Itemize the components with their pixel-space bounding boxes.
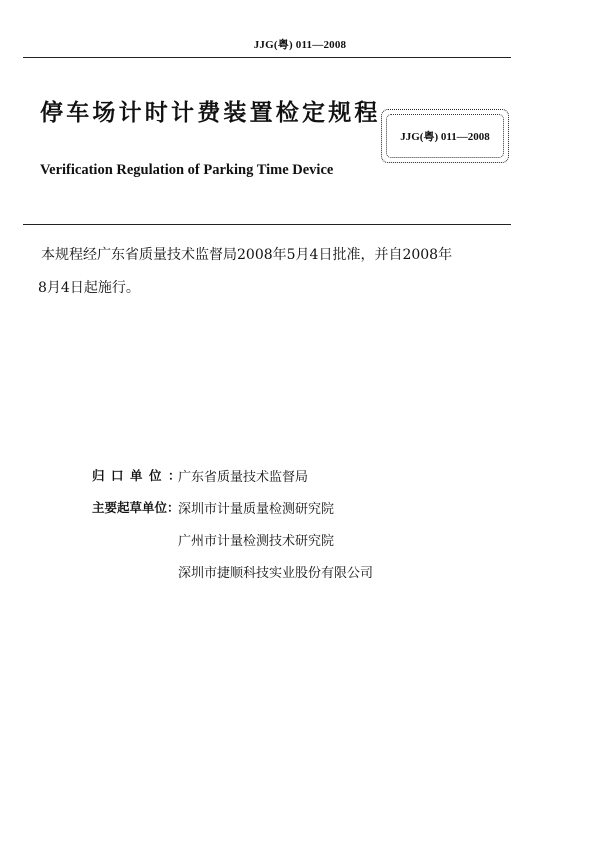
document-title-en: Verification Regulation of Parking Time Device [40, 162, 334, 178]
drafter-row [92, 530, 373, 562]
responsible-label: 归口单位： [92, 468, 188, 483]
responsible-value: 广东省质量技术监督局 [178, 470, 309, 485]
title-divider [23, 224, 511, 225]
header-divider [23, 57, 511, 58]
approval-line-1: 本规程经广东省质量技术监督局2008年5月4日批准，并自2008年 [41, 247, 453, 263]
organization-info [92, 466, 373, 594]
code-stamp-text: JJG(粤) 011—2008 [400, 131, 490, 143]
drafter-name: 深圳市捷顺科技实业股份有限公司 [178, 566, 374, 581]
drafter-name: 广州市计量检测技术研究院 [178, 534, 335, 549]
drafter-name: 深圳市计量质量检测研究院 [178, 502, 335, 517]
document-title-cn: 停车场计时计费装置检定规程 [40, 100, 381, 126]
drafter-row [92, 498, 373, 530]
approval-line-2: 8月4日起施行。 [38, 280, 140, 296]
approval-paragraph [40, 239, 510, 305]
drafting-label: 主要起草单位： [92, 500, 180, 515]
responsible-row [92, 466, 373, 498]
code-stamp-box [381, 109, 509, 163]
drafter-row [92, 562, 373, 594]
page-header-code: JJG(粤) 011—2008 [253, 39, 347, 51]
